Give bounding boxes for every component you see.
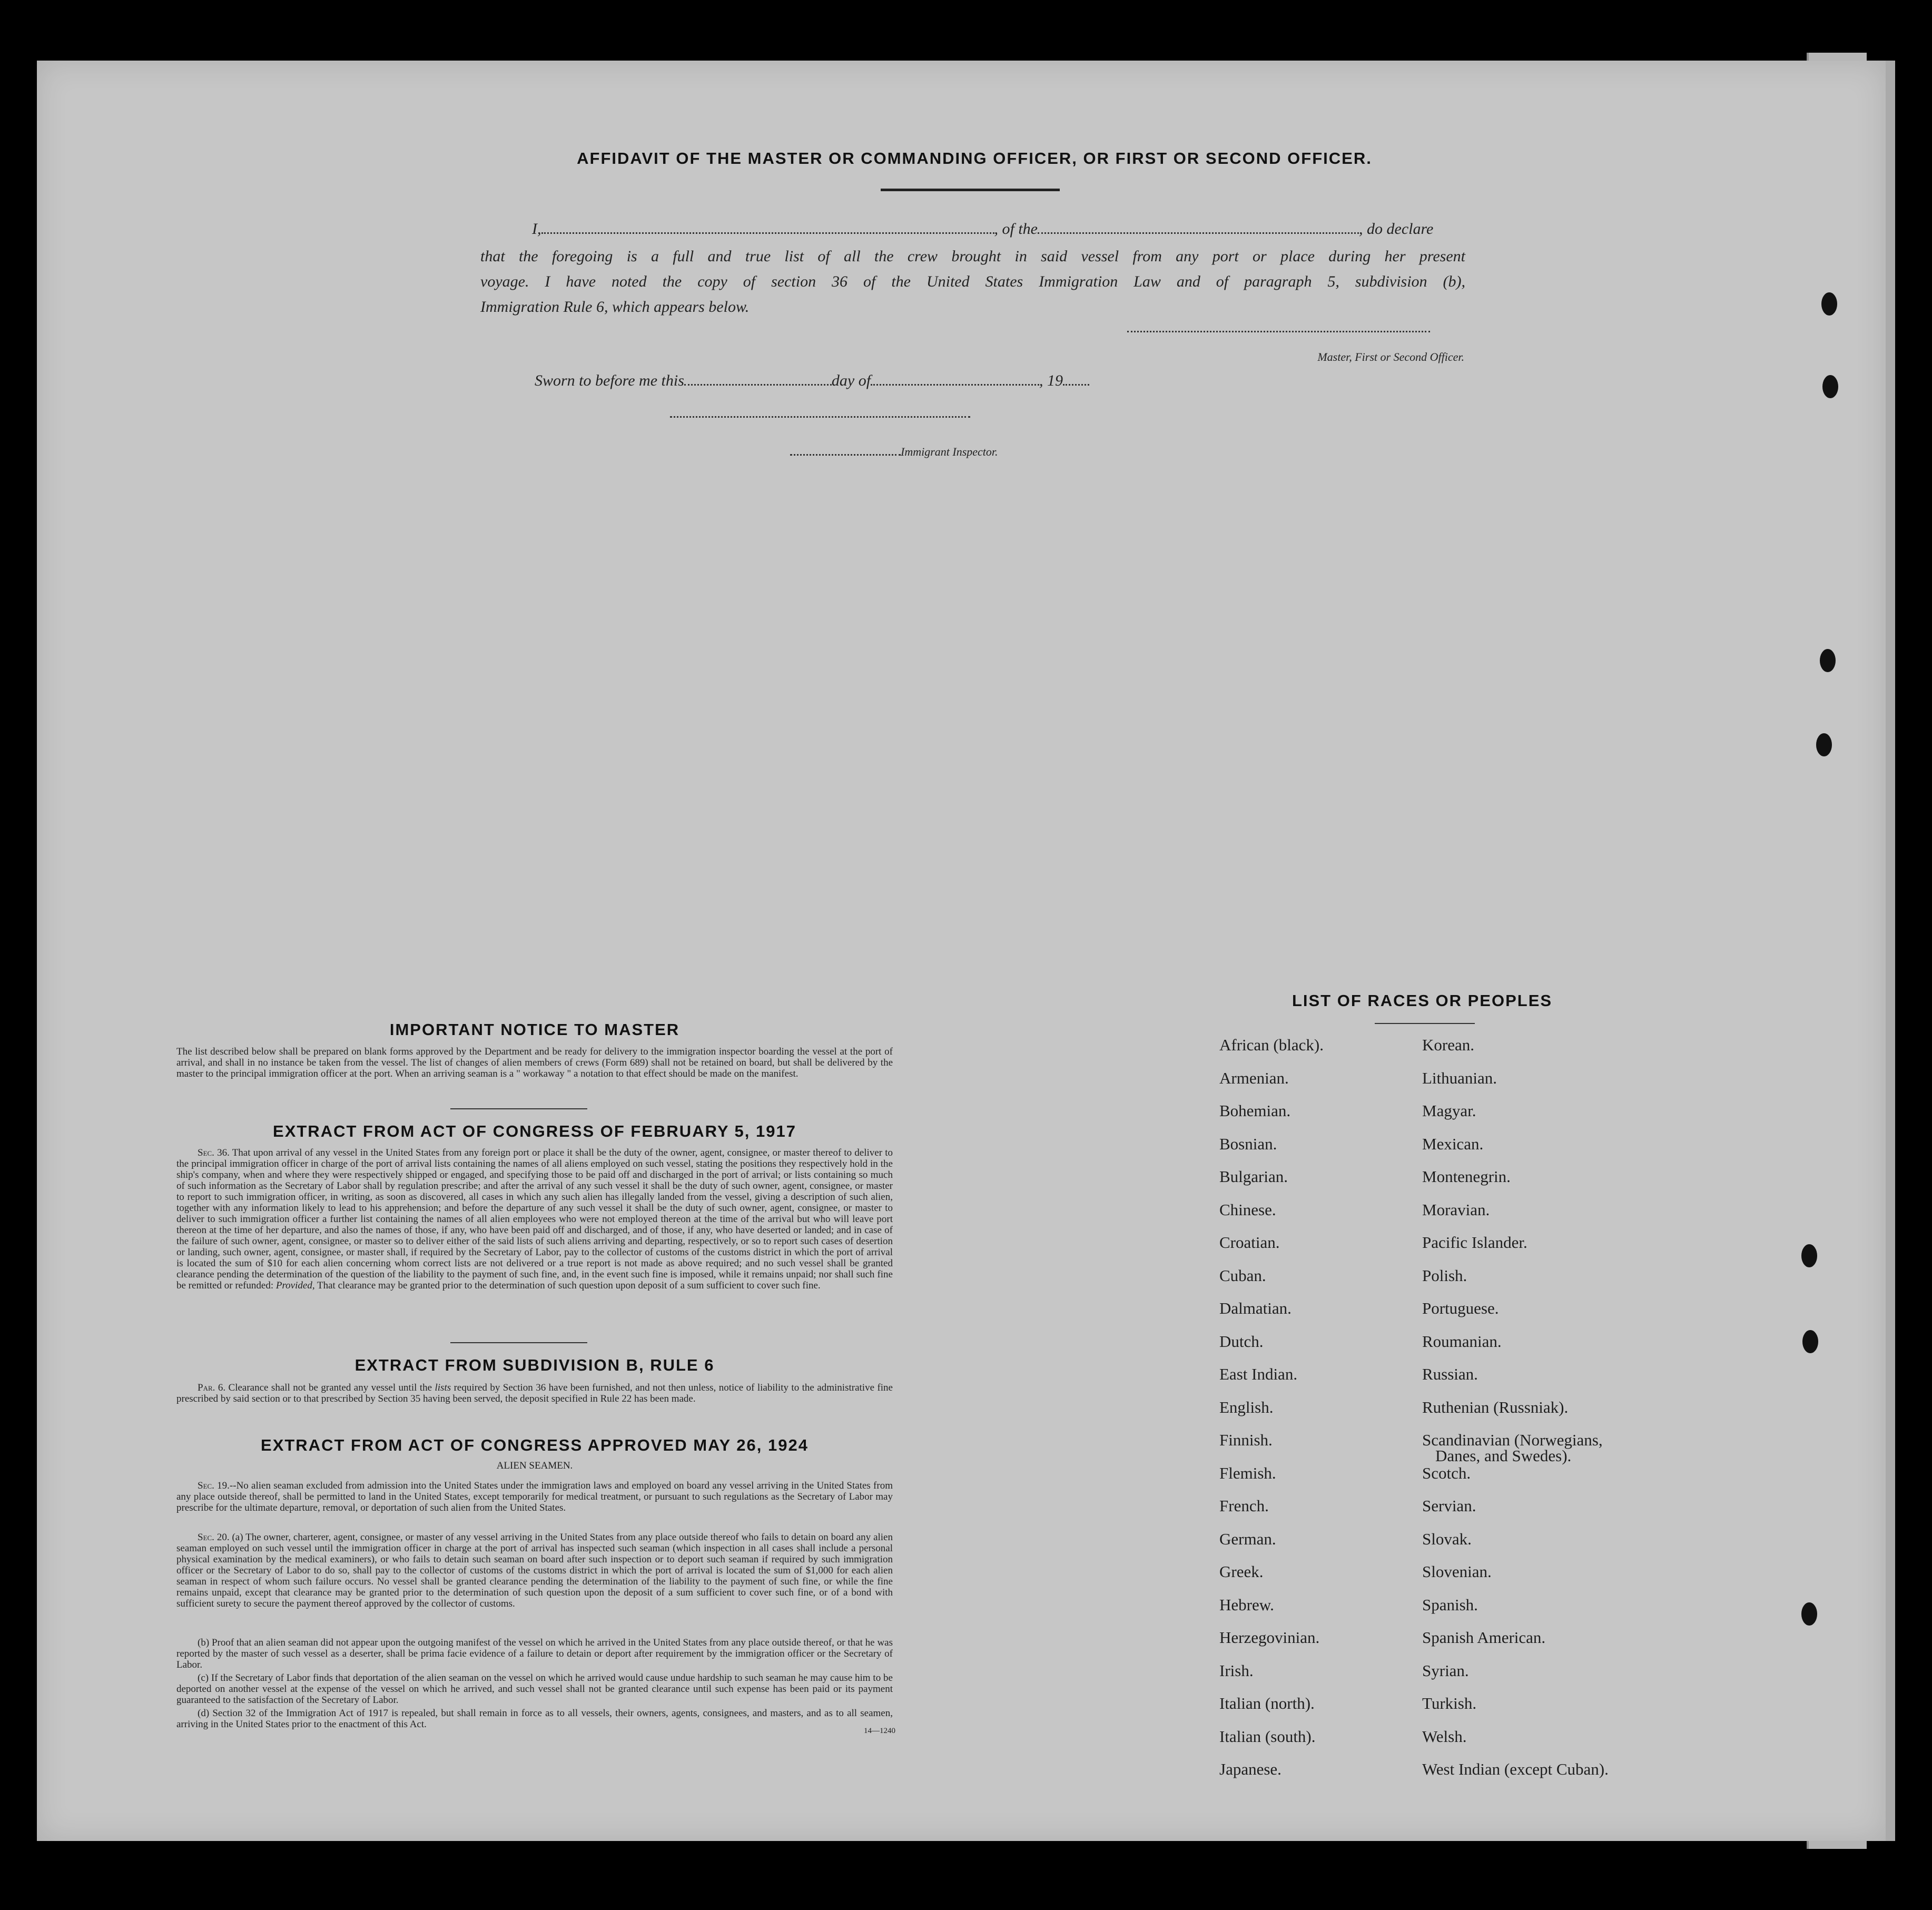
race-item: Pacific Islander. bbox=[1422, 1233, 1527, 1252]
binder-hole bbox=[1821, 292, 1837, 316]
paragraph-c: (c) If the Secretary of Labor finds that deportation of the alien seaman on the vessel on which he arrived would cause undue hardship to such seaman he may cause him to be deported on another vessel at the expense of the vessel on which he arrived, and such vessel shall not be granted clearance until such expense has been paid or its payment guaranteed to the satisfaction of the Secretary of Labor. bbox=[176, 1672, 893, 1706]
race-item: Danes, and Swedes). bbox=[1435, 1446, 1572, 1465]
section-19-label: Sec. 19. bbox=[198, 1480, 230, 1491]
rule-6-body bbox=[176, 1382, 893, 1404]
inspector-line bbox=[790, 445, 1032, 459]
sworn-text: Sworn to before me this bbox=[535, 372, 684, 389]
divider bbox=[450, 1342, 587, 1343]
lists-word: lists bbox=[435, 1382, 451, 1393]
binder-hole bbox=[1820, 649, 1836, 672]
race-item: Scandinavian (Norwegians, bbox=[1422, 1431, 1603, 1449]
race-item: French. bbox=[1219, 1497, 1269, 1515]
provided-text: That clearance may be granted prior to the determination of such question upon deposit of a sum sufficient to cover such fine. bbox=[317, 1280, 821, 1291]
notice-title: IMPORTANT NOTICE TO MASTER bbox=[389, 1020, 680, 1039]
race-item: Cuban. bbox=[1219, 1266, 1266, 1285]
race-item: Servian. bbox=[1422, 1497, 1476, 1515]
sworn-year-blank[interactable] bbox=[1063, 384, 1089, 386]
year-text: , 19 bbox=[1039, 372, 1063, 389]
rule-6-title: EXTRACT FROM SUBDIVISION B, RULE 6 bbox=[354, 1356, 715, 1374]
race-item: Portuguese. bbox=[1422, 1299, 1499, 1317]
race-item: Japanese. bbox=[1219, 1760, 1282, 1778]
race-item: African (black). bbox=[1219, 1036, 1324, 1054]
race-item: Slovenian. bbox=[1422, 1562, 1492, 1581]
divider bbox=[1375, 1023, 1475, 1024]
affidavit-do-declare: , do declare bbox=[1359, 220, 1434, 238]
paragraph-b: (b) Proof that an alien seaman did not appear upon the outgoing manifest of the vessel on which he arrived in the United States from any place outside thereof, or that he was reported by the master of such vessel as a deserter, shall be prima facie evidence of a failure to detain or deport after requirement by the immigration officer or the Secretary of Labor. bbox=[176, 1637, 893, 1670]
race-item: Welsh. bbox=[1422, 1727, 1467, 1746]
race-item: Spanish American. bbox=[1422, 1628, 1546, 1647]
master-signature-line[interactable] bbox=[1127, 331, 1430, 332]
race-item: Italian (south). bbox=[1219, 1727, 1316, 1746]
form-number: 14—1240 bbox=[864, 1727, 895, 1735]
race-item: Greek. bbox=[1219, 1562, 1264, 1581]
rule-6-text-a: Clearance shall not be granted any vessel until the bbox=[228, 1382, 432, 1393]
race-item: Irish. bbox=[1219, 1661, 1254, 1680]
section-20-text: (a) The owner, charterer, agent, consignee, or master of any vessel arriving in the United States from any place outside thereof who fails to detain on board any alien seaman employed on such vessel until the immigration officer in charge at the port of arrival has inspected such seaman (which inspection in all cases shall include a personal physical examination by the medical examiners), or who fails to detain such seaman on board after such inspection or to deport such seaman if required by such immigration officer or the Secretary of Labor to do so, shall pay to the collector of customs of the customs district in which the port of arrival is located the sum of $1,000 for each alien seaman in respect of whom such failure occurs. No vessel shall be granted clearance pending the determination of the liability to the payment of such fine, or while the fine remains unpaid, except that clearance may be granted prior to the determination of such question upon the deposit of a sum sufficient to cover such fine, or of a bond with sufficient surety to secure the payment thereof approved by the collector of customs. bbox=[176, 1532, 893, 1609]
extract-1917-title: EXTRACT FROM ACT OF CONGRESS OF FEBRUARY 5, 1917 bbox=[273, 1122, 796, 1140]
race-item: Bulgarian. bbox=[1219, 1167, 1288, 1186]
binder-hole bbox=[1802, 1330, 1818, 1353]
name-blank[interactable] bbox=[541, 232, 994, 234]
affidavit-i: I, bbox=[532, 220, 541, 238]
rule-6-text-b: required by Section 36 have been furnished, and not then unless, notice of liability to the administrative fine prescribed by said section or to that prescribed by Section 35 having been served, the deposit specified in Rule 22 has been made. bbox=[176, 1382, 893, 1404]
section-19-text: --No alien seaman excluded from admission into the United States under the immigration laws and employed on board any vessel arriving in the United States from any place outside thereof, shall be permitted to land in the United States, except temporarily for medical treatment, or pursuant to such regulations as the Secretary of Labor may prescribe for the ultimate departure, removal, or deportation of such alien from the United States. bbox=[176, 1480, 893, 1513]
race-item: Ruthenian (Russniak). bbox=[1422, 1397, 1569, 1416]
races-title: LIST OF RACES OR PEOPLES bbox=[1292, 991, 1553, 1010]
extract-1924-title: EXTRACT FROM ACT OF CONGRESS APPROVED MAY 26, 1924 bbox=[261, 1436, 809, 1454]
race-item: Italian (north). bbox=[1219, 1694, 1315, 1712]
divider bbox=[450, 1108, 587, 1109]
affidavit-line-1 bbox=[532, 220, 1464, 238]
race-item: Flemish. bbox=[1219, 1463, 1276, 1482]
race-item: Turkish. bbox=[1422, 1694, 1477, 1712]
race-item: Spanish. bbox=[1422, 1595, 1478, 1614]
master-label: Master, First or Second Officer. bbox=[1317, 350, 1464, 363]
race-item: Moravian. bbox=[1422, 1200, 1490, 1219]
race-item: Montenegrin. bbox=[1422, 1167, 1511, 1186]
race-item: Mexican. bbox=[1422, 1134, 1484, 1153]
sworn-month-blank[interactable] bbox=[871, 384, 1039, 386]
sworn-line bbox=[535, 372, 1219, 390]
race-item: English. bbox=[1219, 1397, 1274, 1416]
notice-body: The list described below shall be prepared on blank forms approved by the Department and be ready for delivery to the immigration inspector boarding the vessel at the port of arrival, and shall in no instance be taken from the vessel. The list of changes of alien members of crews (Form 689) shall not be retained on board, but shall be delivered by the master to the principal immigration officer at the port. When an arriving seaman is a " workaway " a notation to that effect should be made on the manifest. bbox=[176, 1046, 893, 1079]
race-item: Korean. bbox=[1422, 1036, 1474, 1054]
race-item: Bohemian. bbox=[1219, 1101, 1291, 1120]
race-item: Croatian. bbox=[1219, 1233, 1280, 1252]
race-item: Lithuanian. bbox=[1422, 1068, 1497, 1087]
day-of-text: day of bbox=[831, 372, 871, 389]
affidavit-line-4: Immigration Rule 6, which appears below. bbox=[480, 298, 750, 316]
paragraph-d: (d) Section 32 of the Immigration Act of 1917 is repealed, but shall remain in force as to all vessels, their owners, agents, consignees, and masters, and as to all seamen, arriving in the United States prior to the enactment of this Act. bbox=[176, 1708, 893, 1730]
vessel-blank[interactable] bbox=[1038, 232, 1359, 234]
extract-1917-body bbox=[176, 1147, 893, 1291]
race-item: Magyar. bbox=[1422, 1101, 1476, 1120]
section-20 bbox=[176, 1532, 893, 1609]
binder-hole bbox=[1822, 375, 1838, 398]
binder-hole bbox=[1801, 1244, 1817, 1267]
binder-hole bbox=[1816, 733, 1832, 756]
inspector-signature-line[interactable] bbox=[670, 416, 970, 418]
inspector-dots bbox=[790, 454, 901, 456]
race-item: German. bbox=[1219, 1529, 1276, 1548]
race-item: Scotch. bbox=[1422, 1463, 1471, 1482]
race-item: Dalmatian. bbox=[1219, 1299, 1292, 1317]
section-36-text: That upon arrival of any vessel in the United States from any foreign port or place it shall be the duty of the owner, agent, consignee, or master thereof to deliver to the principal immigration officer in charge of the port of arrival lists containing the names of all aliens employed on such vessel, stating the positions they respectively hold in the ship's company, when and where they were respectively shipped or engaged, and specifying those to be paid off and discharged in the port of arrival; or lists containing so much of such information as the Secretary of Labor shall by regulation prescribe; and after the arrival of any such vessel it shall be the duty of such owner, agent, consignee, or master to report to such immigration officer, in writing, as soon as discovered, all cases in which any such alien has illegally landed from the vessel, giving a description of such alien, together with any information likely to lead to his apprehension; and before the departure of any such vessel it shall be the duty of such owner, agent, consignee, or master to deliver to such immigration officer a further list containing the names of all alien employees who were not employed thereon at the time of the arrival but who will leave port thereon at the time of her departure, and also the names of those, if any, who have been paid off and discharged, and of those, if any, who have deserted or landed; and in case of the failure of such owner, agent, consignee, or master so to deliver either of the said lists of such aliens arriving and departing, respectively, or so to report such cases of desertion or landing, such owner, agent, consignee, or master shall, if required by the Secretary of Labor, pay to the collector of customs of the customs district in which the port of arrival is located the sum of $10 for each alien concerning whom correct lists are not delivered or a true report is not made as above required; and no such vessel shall be granted clearance pending the determination of the question of the liability to the payment of such fine, and, in the event such fine is imposed, while it remains unpaid; nor shall such fine be remitted or refunded: bbox=[176, 1147, 893, 1291]
race-item: Roumanian. bbox=[1422, 1332, 1502, 1351]
race-item: Russian. bbox=[1422, 1365, 1478, 1383]
inspector-label: Immigrant Inspector. bbox=[901, 445, 998, 458]
race-item: Herzegovinian. bbox=[1219, 1628, 1320, 1647]
alien-seamen-subtitle: ALIEN SEAMEN. bbox=[496, 1460, 573, 1471]
section-19 bbox=[176, 1480, 893, 1513]
race-item: East Indian. bbox=[1219, 1365, 1298, 1383]
race-item: Slovak. bbox=[1422, 1529, 1472, 1548]
affidavit-title: AFFIDAVIT OF THE MASTER OR COMMANDING OFFICER, OR FIRST OR SECOND OFFICER. bbox=[577, 149, 1372, 168]
race-item: Chinese. bbox=[1219, 1200, 1276, 1219]
affidavit-line-2: that the foregoing is a full and true list of all the crew brought in said vessel from any port or place during her present bbox=[480, 248, 1465, 265]
divider bbox=[881, 189, 1060, 191]
binder-hole bbox=[1801, 1602, 1817, 1626]
race-item: Dutch. bbox=[1219, 1332, 1264, 1351]
section-36-label: Sec. 36. bbox=[198, 1147, 230, 1158]
sworn-day-blank[interactable] bbox=[684, 384, 832, 386]
race-item: Bosnian. bbox=[1219, 1134, 1277, 1153]
race-item: Syrian. bbox=[1422, 1661, 1469, 1680]
paragraph-6-label: Par. 6. bbox=[198, 1382, 226, 1393]
race-item: Armenian. bbox=[1219, 1068, 1289, 1087]
affidavit-of-the: , of the bbox=[994, 220, 1038, 238]
affidavit-line-3: voyage. I have noted the copy of section 36 of the United States Immigration Law and of paragraph 5, subdivision (b), bbox=[480, 273, 1465, 290]
race-item: Hebrew. bbox=[1219, 1595, 1274, 1614]
section-20-label: Sec. 20. bbox=[198, 1532, 230, 1543]
race-item: Polish. bbox=[1422, 1266, 1467, 1285]
provided-label: Provided, bbox=[275, 1280, 315, 1291]
race-item: Finnish. bbox=[1219, 1431, 1273, 1449]
race-item: West Indian (except Cuban). bbox=[1422, 1760, 1609, 1778]
